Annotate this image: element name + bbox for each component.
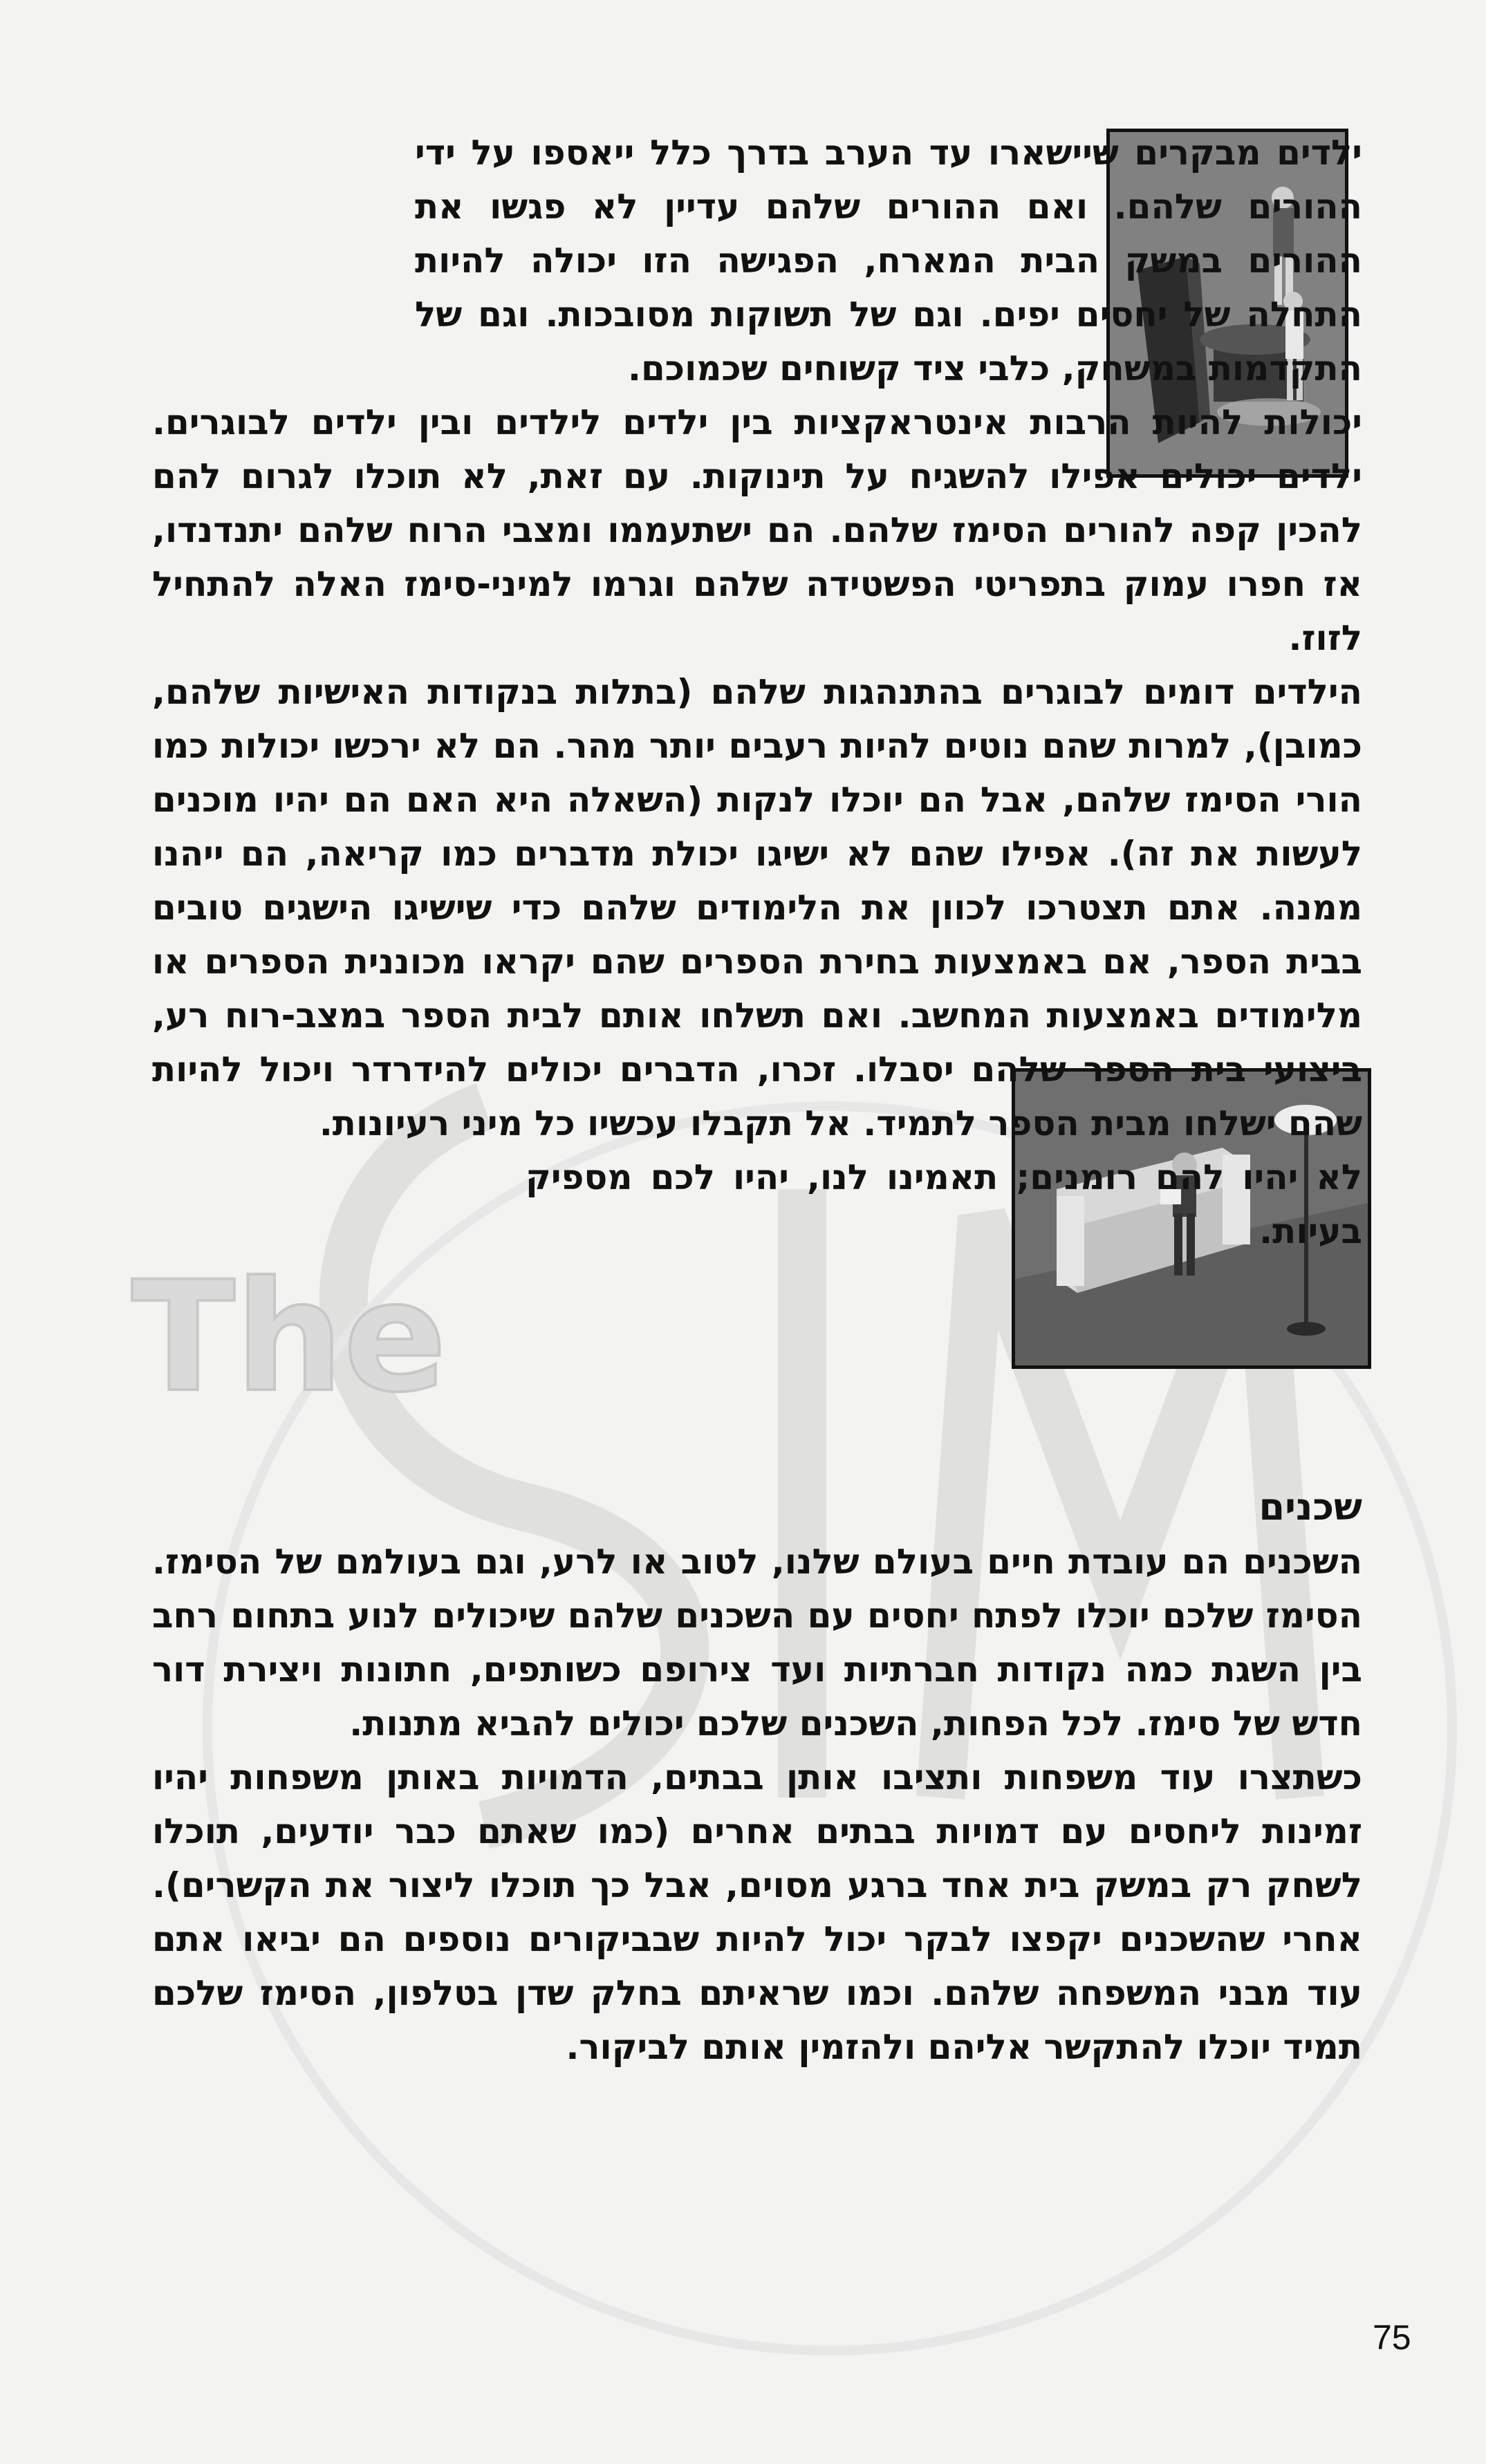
page-number: 75	[1373, 2318, 1411, 2357]
section-children	[152, 126, 1362, 1258]
paragraph: ילדים מבקרים שיישארו עד הערב בדרך כלל ייאספו על ידי ההורים שלהם. ואם ההורים שלהם עדיין לא פגשו את ההורים במשק הבית המארח, הפגישה הזו יכולה להיות התחלה של יחסים יפים. וגם של תשוקות מסובכות. וגם של התקדמות במשחק, כלבי ציד קשוחים שכמוכם.	[415, 133, 1362, 389]
section-heading-neighbors: שכנים	[1259, 1485, 1362, 1529]
paragraph: השכנים הם עובדת חיים בעולם שלנו, לטוב או לרע, וגם בעולמם של הסימז. הסימז שלכם יוכלו לפתח יחסים עם השכנים שלהם שיכולים לנוע בתחום רחב בין השגת כמה נקודות חברתיות ועד צירופם כשותפים, חתונות ויצירת דור חדש של סימז. לכל הפחות, השכנים שלכם יכולים להביא מתנות.	[152, 1542, 1362, 1744]
section-neighbors	[152, 1480, 1362, 2074]
watermark-text: The	[131, 1249, 447, 1426]
paragraph: יכולות להיות הרבות אינטראקציות בין ילדים לילדים ובין ילדים לבוגרים. ילדים יכולים אפילו להשגיח על תינוקות. עם זאת, לא תוכלו לגרום להם להכין קפה להורים הסימז שלהם. הם ישתעממו ומצבי הרוח שלהם יתנדנדו, אז חפרו עמוק בתפריטי הפשטידה שלהם וגרמו למיני-סימז האלה להתחיל לזוז.	[152, 402, 1362, 658]
paragraph: כשתצרו עוד משפחות ותציבו אותן בבתים, הדמויות באותן משפחות יהיו זמינות ליחסים עם דמויות בבתים אחרים (כמו שאתם כבר יודעים, תוכלו לשחק רק במשק בית אחד ברגע מסוים, אבל כך תוכלו ליצור את הקשרים). אחרי שהשכנים יקפצו לבקר יכול להיות שבביקורים נוספים הם יביאו אתם עוד מבני המשפחה שלהם. וכמו שראיתם בחלק שדן בטלפון, הסימז שלכם תמיד יוכלו להתקשר אליהם ולהזמין אותם לביקור.	[152, 1757, 1362, 2067]
paragraph: לא יהיו להם רומנים; תאמינו לנו, יהיו לכם מספיק בעיות.	[526, 1157, 1362, 1251]
paragraph: הילדים דומים לבוגרים בהתנהגות שלהם (בתלות בנקודות האישיות שלהם, כמובן), למרות שהם נוטים להיות רעבים יותר מהר. הם לא ירכשו יכולות כמו הורי הסימז שלהם, אבל הם יוכלו לנקות (השאלה היא האם הם יהיו מוכנים לעשות את זה). אפילו שהם לא ישיגו יכולת מדברים כמו קריאה, הם ייהנו ממנה. אתם תצטרכו לכוון את הלימודים שלהם כדי שישיגו הישגים טובים בבית הספר, אם באמצעות בחירת הספרים שהם יקראו מכוננית הספרים או מלימודים באמצעות המחשב. ואם תשלחו אותם לבית הספר במצב-רוח רע, ביצועי בית הספר שלהם יסבלו. זכרו, הדברים יכולים להידרדר ויכול להיות שהם ישלחו מבית הספר לתמיד. אל תקבלו עכשיו כל מיני רעיונות.	[152, 672, 1362, 1144]
